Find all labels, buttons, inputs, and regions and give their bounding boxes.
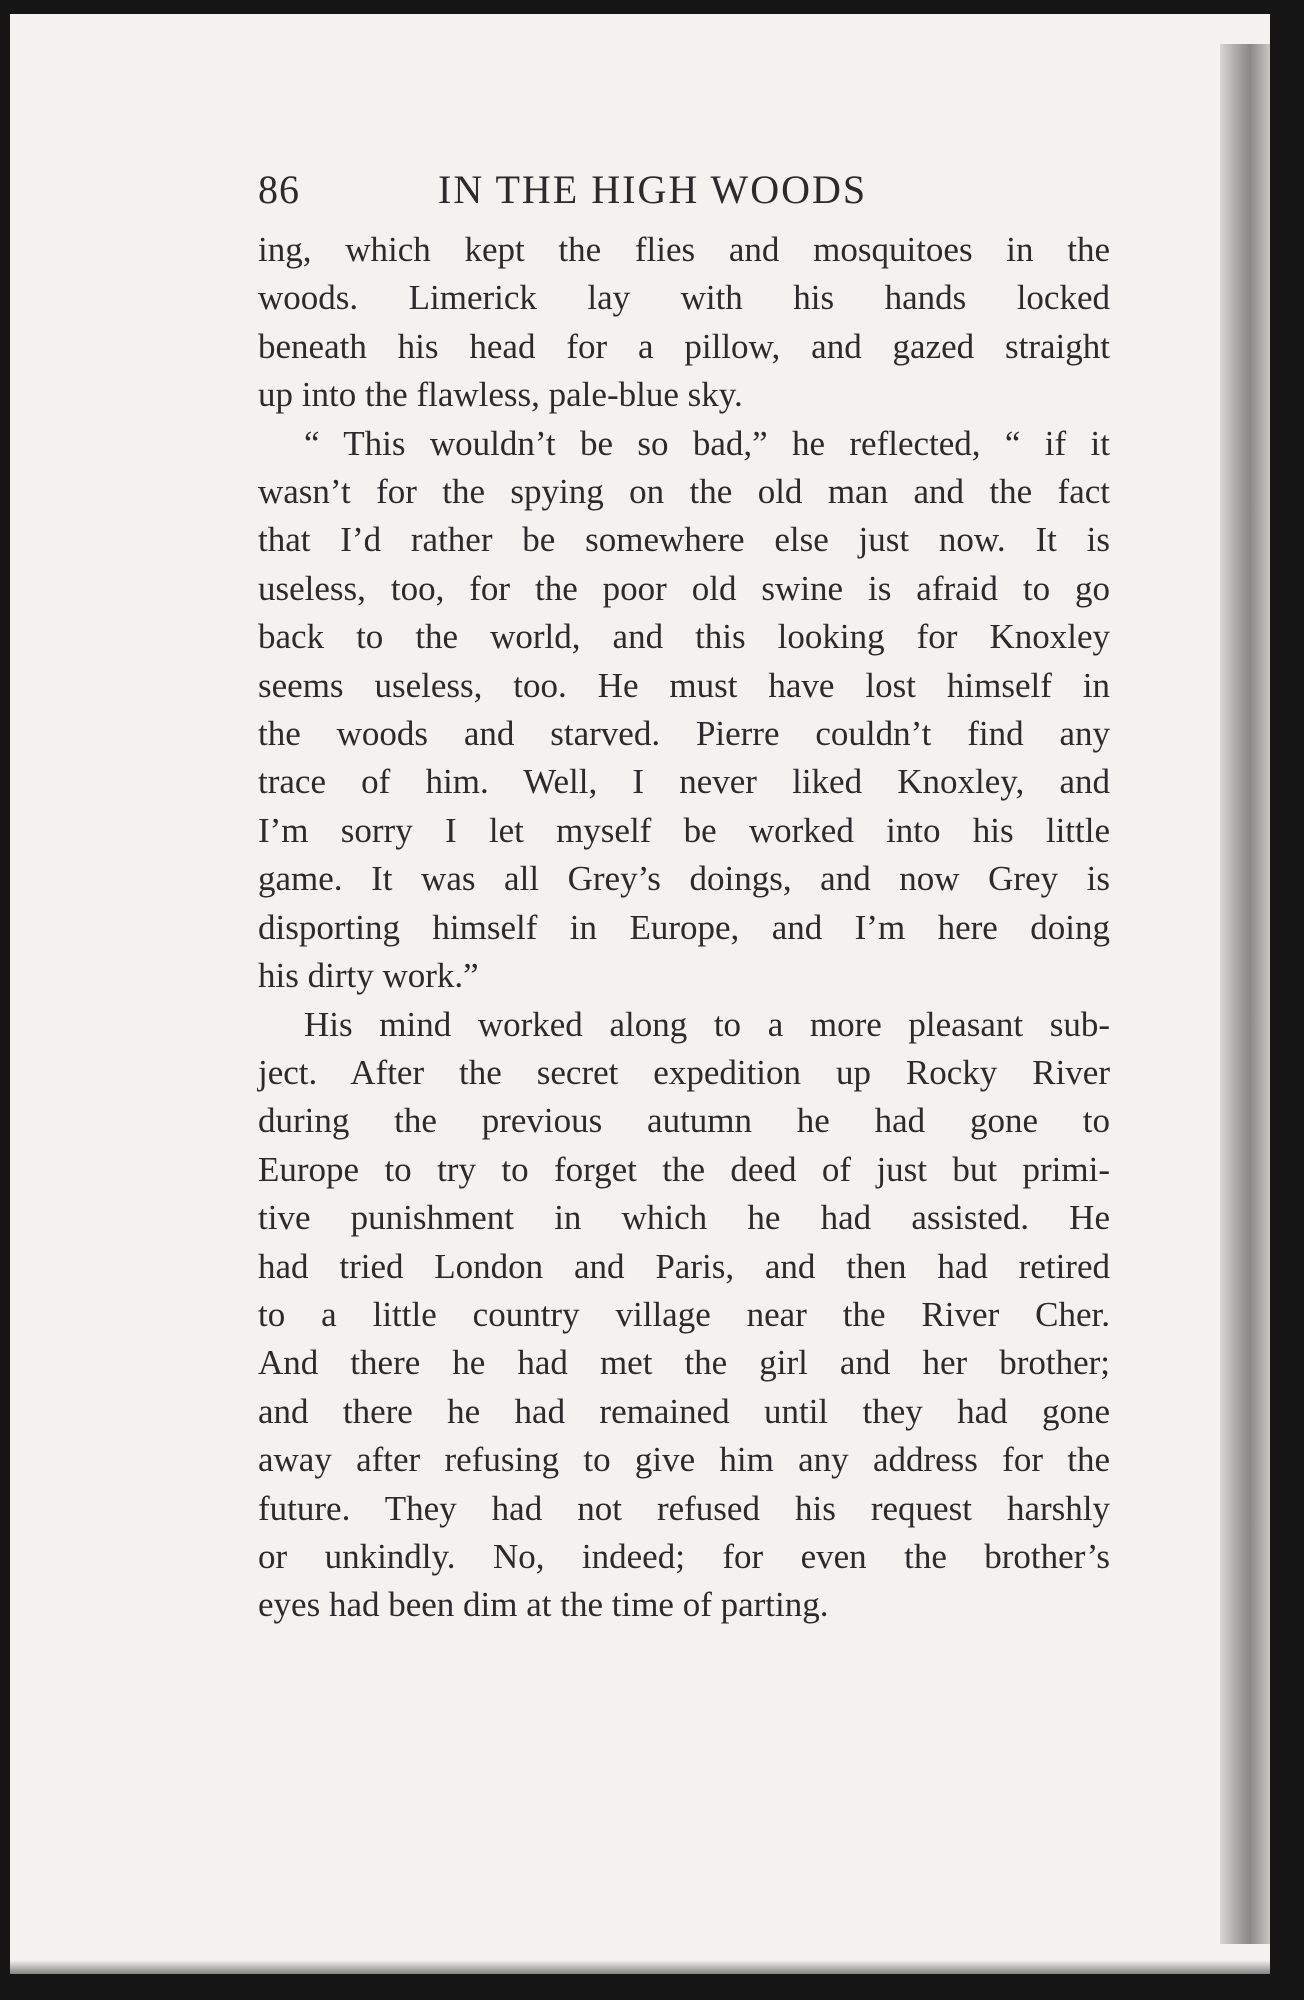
- text-line: ing, which kept the flies and mosquitoes in the: [258, 230, 1110, 269]
- text-line: his dirty work.”: [258, 956, 479, 996]
- text-line: away after refusing to give him any address for the: [258, 1440, 1110, 1480]
- text-line: ject. After the secret expedition up Rocky River: [258, 1052, 1110, 1092]
- text-line: beneath his head for a pillow, and gazed straight: [258, 326, 1110, 366]
- text-line: and there he had remained until they had gone: [258, 1391, 1110, 1431]
- text-line: “ This wouldn’t be so bad,” he reflected, “ if it: [304, 423, 1110, 463]
- text-line: to a little country village near the River Cher.: [258, 1294, 1110, 1334]
- text-line: future. They had not refused his request harshly: [258, 1488, 1110, 1528]
- bottom-shadow: [0, 1960, 1304, 2000]
- text-line: Europe to try to forget the deed of just but primi-: [258, 1149, 1110, 1189]
- text-line: up into the flawless, pale-blue sky.: [258, 375, 743, 415]
- text-line: game. It was all Grey’s doings, and now Grey is: [258, 859, 1110, 899]
- running-title: IN THE HIGH WOODS: [438, 167, 868, 212]
- text-line: I’m sorry I let myself be worked into his little: [258, 810, 1110, 850]
- text-line: that I’d rather be somewhere else just now. It is: [258, 520, 1110, 560]
- paragraph: [258, 226, 1110, 420]
- text-line: woods. Limerick lay with his hands locked: [258, 278, 1110, 318]
- text-line: eyes had been dim at the time of parting.: [258, 1585, 829, 1625]
- text-line: trace of him. Well, I never liked Knoxley, and: [258, 762, 1110, 802]
- text-line: tive punishment in which he had assisted. He: [258, 1198, 1110, 1238]
- text-line: wasn’t for the spying on the old man and the fact: [258, 472, 1110, 512]
- text-line: the woods and starved. Pierre couldn’t find any: [258, 714, 1110, 754]
- text-line: back to the world, and this looking for Knoxley: [258, 617, 1110, 657]
- text-line: during the previous autumn he had gone to: [258, 1101, 1110, 1141]
- text-line: disporting himself in Europe, and I’m here doing: [258, 907, 1110, 947]
- text-line: And there he had met the girl and her brother;: [258, 1343, 1110, 1383]
- text-line: or unkindly. No, indeed; for even the brother’s: [258, 1536, 1110, 1576]
- running-head: [258, 160, 1110, 220]
- text-line: had tried London and Paris, and then had retired: [258, 1246, 1110, 1286]
- text-block: [258, 160, 1110, 1630]
- text-line: His mind worked along to a more pleasant sub-: [304, 1004, 1110, 1044]
- page-number: 86: [258, 167, 300, 212]
- text-line: useless, too, for the poor old swine is afraid to go: [258, 568, 1110, 608]
- page-edge: [1220, 44, 1270, 1944]
- text-line: seems useless, too. He must have lost himself in: [258, 665, 1110, 705]
- paragraph: [258, 1001, 1110, 1630]
- body-text: [258, 226, 1110, 1630]
- paragraph: [258, 420, 1110, 1001]
